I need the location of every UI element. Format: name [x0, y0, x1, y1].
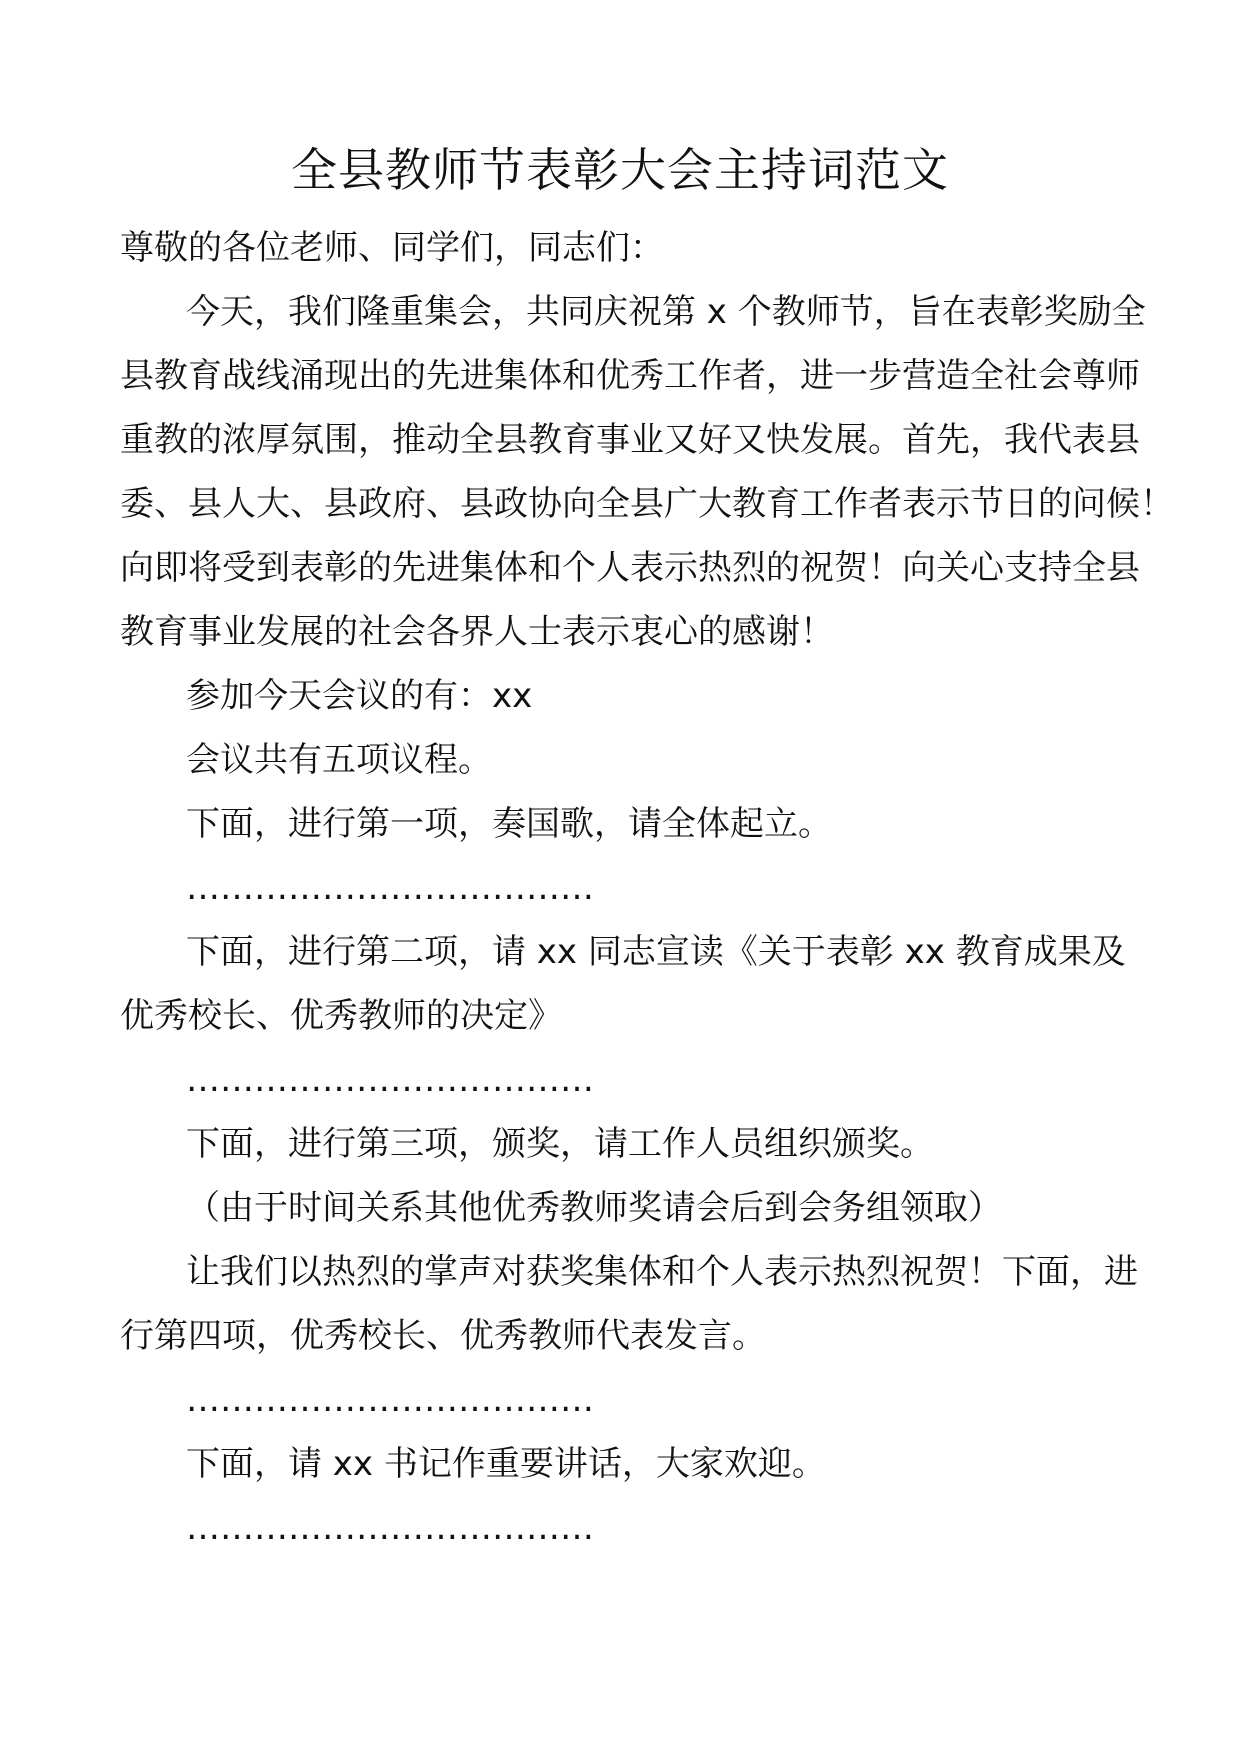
body-line: 县教育战线涌现出的先进集体和优秀工作者，进一步营造全社会尊师	[120, 356, 1140, 396]
agenda-item-4: 让我们以热烈的掌声对获奖集体和个人表示热烈祝贺！下面，进	[186, 1252, 1138, 1292]
body-line: 委、县人大、县政府、县政协向全县广大教育工作者表示节日的问候！	[120, 484, 1174, 524]
agenda-count-line: 会议共有五项议程。	[186, 740, 492, 780]
agenda-item-5: 下面，请 xx 书记作重要讲话，大家欢迎。	[186, 1444, 826, 1484]
agenda-item-2: 下面，进行第二项，请 xx 同志宣读《关于表彰 xx 教育成果及	[186, 932, 1126, 972]
agenda-note: （由于时间关系其他优秀教师奖请会后到会务组领取）	[186, 1188, 1002, 1228]
ellipsis-separator: ………………………………	[186, 868, 594, 908]
agenda-item-3: 下面，进行第三项，颁奖，请工作人员组织颁奖。	[186, 1124, 934, 1164]
ellipsis-separator: ………………………………	[186, 1508, 594, 1548]
agenda-item-2-continued: 优秀校长、优秀教师的决定》	[120, 996, 562, 1036]
agenda-item-1: 下面，进行第一项，奏国歌，请全体起立。	[186, 804, 832, 844]
body-line: 教育事业发展的社会各界人士表示衷心的感谢！	[120, 612, 834, 652]
salutation-line: 尊敬的各位老师、同学们，同志们：	[120, 228, 664, 268]
body-line: 重教的浓厚氛围，推动全县教育事业又好又快发展。首先，我代表县	[120, 420, 1140, 460]
body-line: 向即将受到表彰的先进集体和个人表示热烈的祝贺！向关心支持全县	[120, 548, 1140, 588]
ellipsis-separator: ………………………………	[186, 1380, 594, 1420]
agenda-item-4-continued: 行第四项，优秀校长、优秀教师代表发言。	[120, 1316, 766, 1356]
document-title: 全县教师节表彰大会主持词范文	[291, 143, 949, 197]
body-line: 今天，我们隆重集会，共同庆祝第 x 个教师节，旨在表彰奖励全	[186, 292, 1146, 332]
ellipsis-separator: ………………………………	[186, 1060, 594, 1100]
attendees-line: 参加今天会议的有：xx	[186, 676, 533, 716]
